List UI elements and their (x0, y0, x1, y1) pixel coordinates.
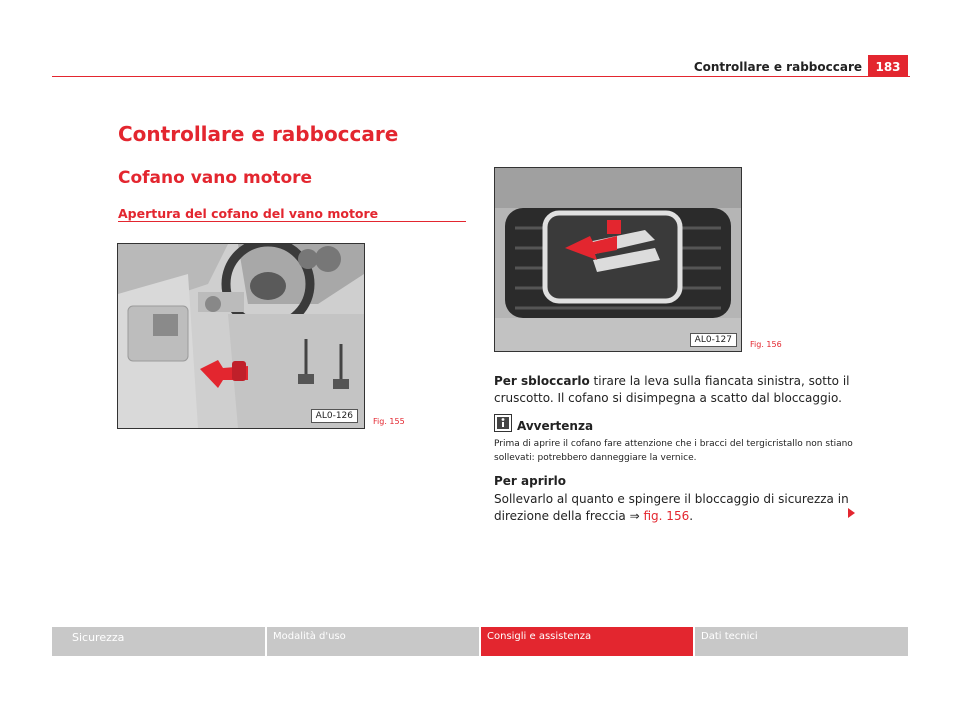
chapter-title: Controllare e rabboccare (118, 122, 399, 146)
figure-reference-link[interactable]: fig. 156 (643, 509, 690, 523)
section-title: Cofano vano motore (118, 168, 313, 188)
open-text: Sollevarlo al quanto e spingere il bloccaggio di sicurezza in direzione della freccia (494, 492, 849, 523)
running-header-title: Controllare e rabboccare (693, 60, 862, 74)
reference-arrow: ⇒ (629, 509, 640, 523)
figure-code: AL0-127 (690, 333, 737, 347)
note-title: Avvertenza (517, 419, 594, 433)
paragraph-open (494, 491, 864, 525)
figure-code: AL0-126 (311, 409, 358, 423)
unlock-lead: Per sbloccarlo (494, 374, 590, 388)
figure-safety-catch (494, 167, 742, 352)
subsection-title: Apertura del cofano del vano motore (118, 206, 379, 221)
unlock-text: tirare la leva sulla fiancata sinistra, sotto il cruscotto. Il cofano si disimpegna a scatto dal bloccaggio. (494, 374, 850, 405)
note-icon (494, 414, 512, 436)
paragraph-unlock (494, 373, 874, 407)
footer-tab-sicurezza[interactable]: Sicurezza (52, 627, 265, 656)
header-rule (52, 76, 910, 77)
footer-tab-modalita-duso[interactable]: Modalità d'uso (267, 627, 479, 656)
footer-tab-dati-tecnici[interactable]: Dati tecnici (695, 627, 908, 656)
open-end: . (689, 509, 694, 523)
continue-arrow-icon (848, 508, 855, 518)
open-heading: Per aprirlo (494, 474, 567, 488)
interior-illustration (118, 244, 364, 428)
note-text: Prima di aprire il cofano fare attenzione che i bracci del tergicristallo non stiano sollevati: potrebbero danneggiare la vernice. (494, 439, 853, 463)
figure-caption: Fig. 155 (373, 417, 405, 426)
figure-caption: Fig. 156 (750, 340, 782, 349)
grille-illustration (495, 168, 741, 351)
figure-hood-release-lever (117, 243, 365, 429)
subsection-rule (118, 221, 466, 222)
page-number: 183 (868, 55, 908, 77)
footer-tab-consigli-assistenza[interactable]: Consigli e assistenza (481, 627, 693, 656)
